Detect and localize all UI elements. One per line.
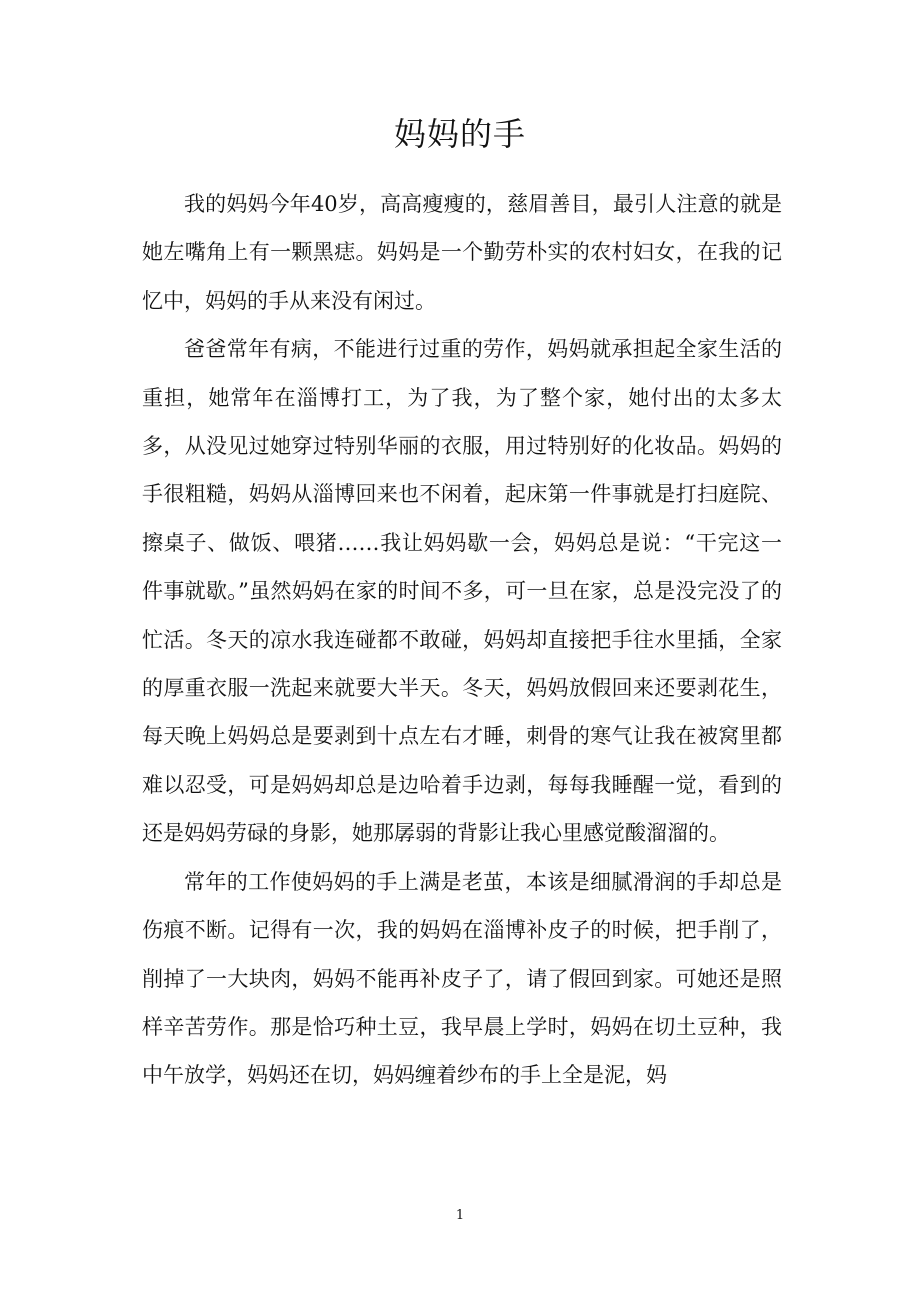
document-body bbox=[142, 180, 782, 1100]
paragraph-3: 常年的工作使妈妈的手上满是老茧，本该是细腻滑润的手却总是伤痕不断。记得有一次，我的妈妈在淄博补皮子的时候，把手削了，削掉了一大块肉，妈妈不能再补皮子了，请了假回到家。可她还是照样辛苦劳作。那是恰巧种土豆，我早晨上学时，妈妈在切土豆种，我中午放学，妈妈还在切，妈妈缠着纱布的手上全是泥，妈 bbox=[142, 869, 782, 1088]
paragraph-2: 爸爸常年有病，不能进行过重的劳作，妈妈就承担起全家生活的重担，她常年在淄博打工，为了我，为了整个家，她付出的太多太多，从没见过她穿过特别华丽的衣服，用过特别好的化妆品。妈妈的手很粗糙，妈妈从淄博回来也不闲着，起床第一件事就是打扫庭院、擦桌子、做饭、喂猪……我让妈妈歇一会，妈妈总是说：“干完这一件事就歇。”虽然妈妈在家的时间不多，可一旦在家，总是没完没了的忙活。冬天的凉水我连碰都不敢碰，妈妈却直接把手往水里插，全家的厚重衣服一洗起来就要大半天。冬天，妈妈放假回来还要剥花生，每天晚上妈妈总是要剥到十点左右才睡，刺骨的寒气让我在被窝里都难以忍受，可是妈妈却总是边哈着手边剥，每每我睡醒一觉，看到的还是妈妈劳碌的身影，她那孱弱的背影让我心里感觉酸溜溜的。 bbox=[142, 337, 782, 846]
page-number: 1 bbox=[455, 1208, 465, 1223]
document-title: 妈妈的手 bbox=[393, 115, 526, 153]
paragraph-1: 我的妈妈今年40岁，高高瘦瘦的，慈眉善目，最引人注意的就是她左嘴角上有一颗黑痣。妈妈是一个勤劳朴实的农村妇女，在我的记忆中，妈妈的手从来没有闲过。 bbox=[142, 192, 782, 313]
